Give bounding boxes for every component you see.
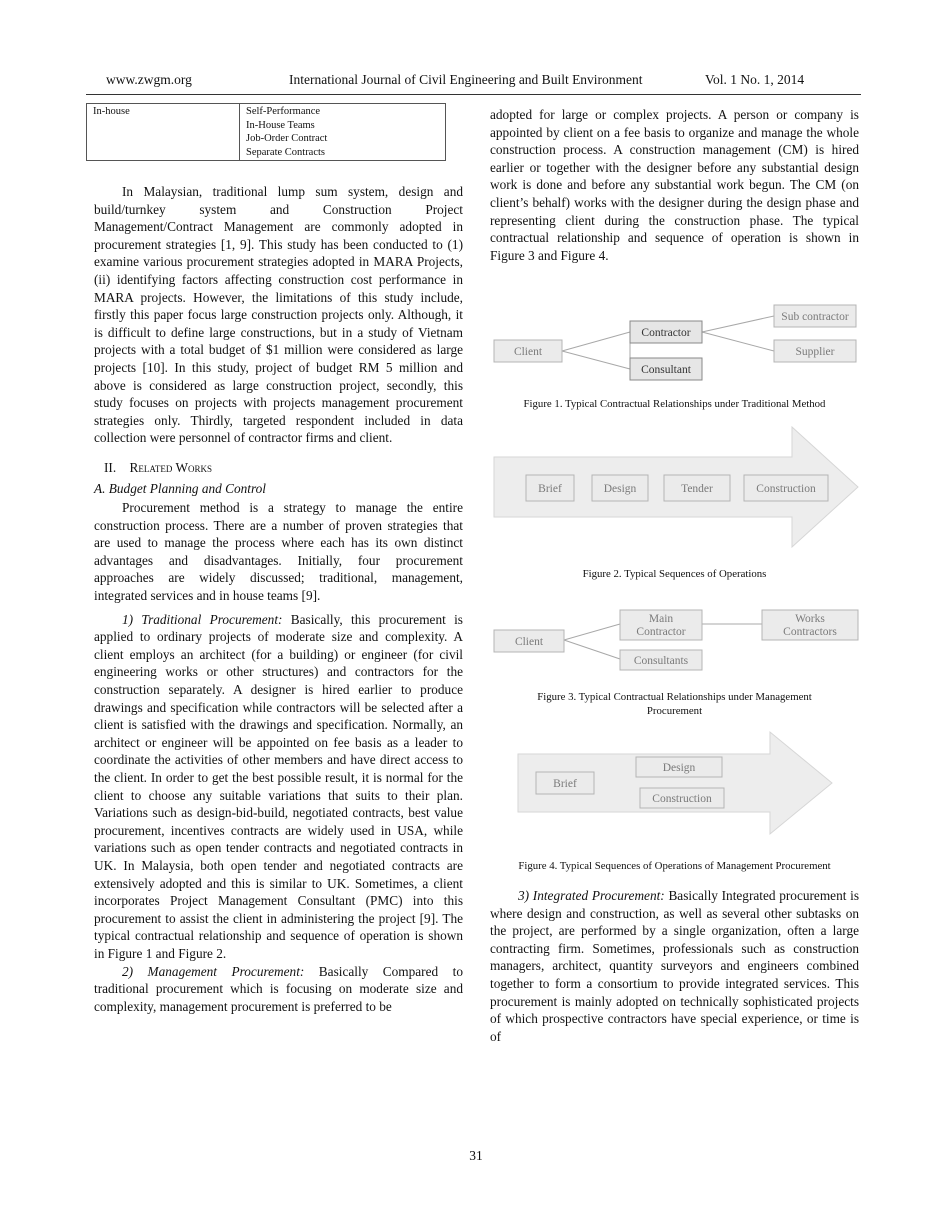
budget-paragraph: Procurement method is a strategy to manage the entire construction process. There are a number of proven strategies that are used to manage the process where each has its own distinct advantages and disadvantages. Initially, four procurement approaches are widely discussed; traditional, management, integrated services and in house teams [9].	[94, 500, 463, 604]
construction-label: Construction	[652, 793, 712, 805]
consultant-label: Consultant	[641, 364, 691, 376]
right-column-top	[490, 106, 859, 264]
client-label: Client	[513, 346, 543, 358]
edge-client-main	[564, 624, 620, 640]
integrated-paragraph	[490, 887, 859, 1045]
table-item: Job-Order Contract	[246, 133, 328, 144]
page-number: 31	[469, 1148, 483, 1163]
table-item: Self-Performance	[246, 106, 321, 117]
header-volume: Vol. 1 No. 1, 2014	[705, 72, 805, 87]
step-construction-label: Construction	[756, 483, 816, 495]
client-label: Client	[514, 636, 544, 648]
figure-3-caption-line2: Procurement	[646, 705, 703, 717]
subsection-heading: A. Budget Planning and Control	[94, 480, 266, 496]
section-number: II.	[104, 459, 117, 475]
figure-1-caption: Figure 1. Typical Contractual Relationships under Traditional Method	[523, 398, 826, 410]
edge-client-consultant	[562, 351, 630, 369]
figure-4-caption: Figure 4. Typical Sequences of Operations of Management Procurement	[518, 860, 831, 872]
right-column-bottom	[490, 887, 859, 1045]
figure-3-diagram	[490, 606, 862, 676]
management-heading: 2) Management Procurement:	[122, 963, 305, 979]
traditional-body: Basically, this procurement is applied to ordinary projects of moderate size and complexity. A client employs an architect (for a building) or engineer (for civil engineering works or other structures) and contractors for the construction separately. A designer is hired earlier to produce drawings and specification while contractors will be selected after a client is satisfied with the drawings and specification. Normally, an architect or engineer will be appointed on fee basis as a leader to coordinate the activities of other members and have direct access to the client. In order to get the best possible result, it is normal for the client to choose any suitable variations that suits to their plan. Variations such as design-bid-build, negotiated contracts, best value procurement, incentives contracts are widely used in USA, while variations such as open tender contracts and negotiated contracts in UK. In Malaysia, both open tender and negotiated contracts are extensively adopted and this is similar to UK. Sometimes, a client incorporates Project Management Consultant (PMC) into this procurement to assist the client in administering the project [9]. The typical contractual relationship and sequence of operation is shown in Figure 1 and Figure 2.	[94, 611, 463, 961]
traditional-heading: 1) Traditional Procurement:	[122, 611, 283, 627]
management-continued: adopted for large or complex projects. A person or company is appointed by client on a fee basis to organize and manage the whole construction process. A construction management (CM) is hired earlier or together with the designer before any substantial design work is done and before any substantial work begun. The CM (on client’s behalf) works with the designer during the design phase and representing client during the construction phase. The typical contractual relationship and sequence of operation is shown in Figure 3 and Figure 4.	[490, 107, 859, 263]
integrated-body: Basically Integrated procurement is where design and construction, as well as several other subtasks on the project, are performed by a single organization, often a large contracting firm. Sometimes, professionals such as construction managers, architect, quantity surveyors and engineers combined together to form a consortium to provide integrated services. This procurement is mainly adopted on technically sophisticated projects of which prospective contractors have special experience, or time is of	[490, 888, 859, 1044]
main-contractor-label-2: Contractor	[636, 626, 686, 638]
intro-paragraph: In Malaysian, traditional lump sum system, design and build/turnkey system and Construction Project Management/Contract Management are commonly adopted in procurement strategies [1, 9]. This study has been conducted to (1) examine various procurement strategies adopted in MARA Projects, (ii) identifying factors affecting construction cost performance in MARA projects. However, the limitations of this study include, firstly this paper focus large construction projects only. Although, it is difficult to define large constructions, but in a study of Vietnam projects with a total budget of $1 million were considered as large projects [10]. In this study, project of budget RM 5 million and above is considered as large construction project, secondly, this study focuses on projects with projects management procurement strategies only. Thirdly, targeted respondent included in data collection were personnel of contractor firms and client.	[94, 184, 463, 446]
brief-label: Brief	[553, 778, 577, 790]
edge-client-contractor	[562, 332, 630, 351]
section-heading	[94, 459, 463, 477]
design-label: Design	[662, 762, 696, 774]
step-brief-label: Brief	[538, 483, 562, 495]
figure-1-diagram	[490, 300, 862, 386]
step-design-label: Design	[603, 483, 637, 495]
main-contractor-label-1: Main	[648, 613, 674, 625]
header-site: www.zwgm.org	[106, 72, 192, 87]
procurement-table	[86, 103, 446, 161]
table-label-cell: In-house	[87, 104, 240, 161]
figure-4-diagram	[516, 730, 836, 836]
works-contractors-label-2: Contractors	[783, 626, 837, 638]
edge-client-consultants	[564, 640, 620, 659]
integrated-heading: 3) Integrated Procurement:	[518, 888, 665, 903]
step-tender-label: Tender	[681, 483, 713, 495]
section-title: Related Works	[129, 459, 213, 475]
left-column	[94, 183, 463, 1015]
edge-contractor-subcontractor	[702, 316, 774, 332]
edge-contractor-supplier	[702, 332, 774, 351]
table-item: In-House Teams	[246, 119, 315, 131]
contractor-label: Contractor	[641, 327, 691, 339]
header-journal: International Journal of Civil Engineering and Built Environment	[289, 72, 643, 87]
traditional-paragraph	[94, 611, 463, 963]
subcontractor-label: Sub contractor	[781, 311, 849, 323]
figure-3-caption-line1: Figure 3. Typical Contractual Relationships under Management	[537, 691, 812, 703]
consultants-label: Consultants	[633, 655, 689, 667]
table-items-cell	[240, 104, 446, 161]
figure-2-caption: Figure 2. Typical Sequences of Operations	[582, 568, 767, 580]
management-body: Basically Compared to traditional procurement which is focusing on moderate size and complexity, management procurement is preferred to be	[94, 963, 463, 1014]
works-contractors-label-1: Works	[795, 613, 825, 625]
figure-3-caption	[490, 690, 859, 718]
management-paragraph	[94, 963, 463, 1016]
table-item: Separate Contracts	[246, 146, 326, 158]
supplier-label: Supplier	[795, 346, 835, 358]
header-rule	[86, 94, 861, 95]
figure-2-diagram	[492, 425, 862, 551]
